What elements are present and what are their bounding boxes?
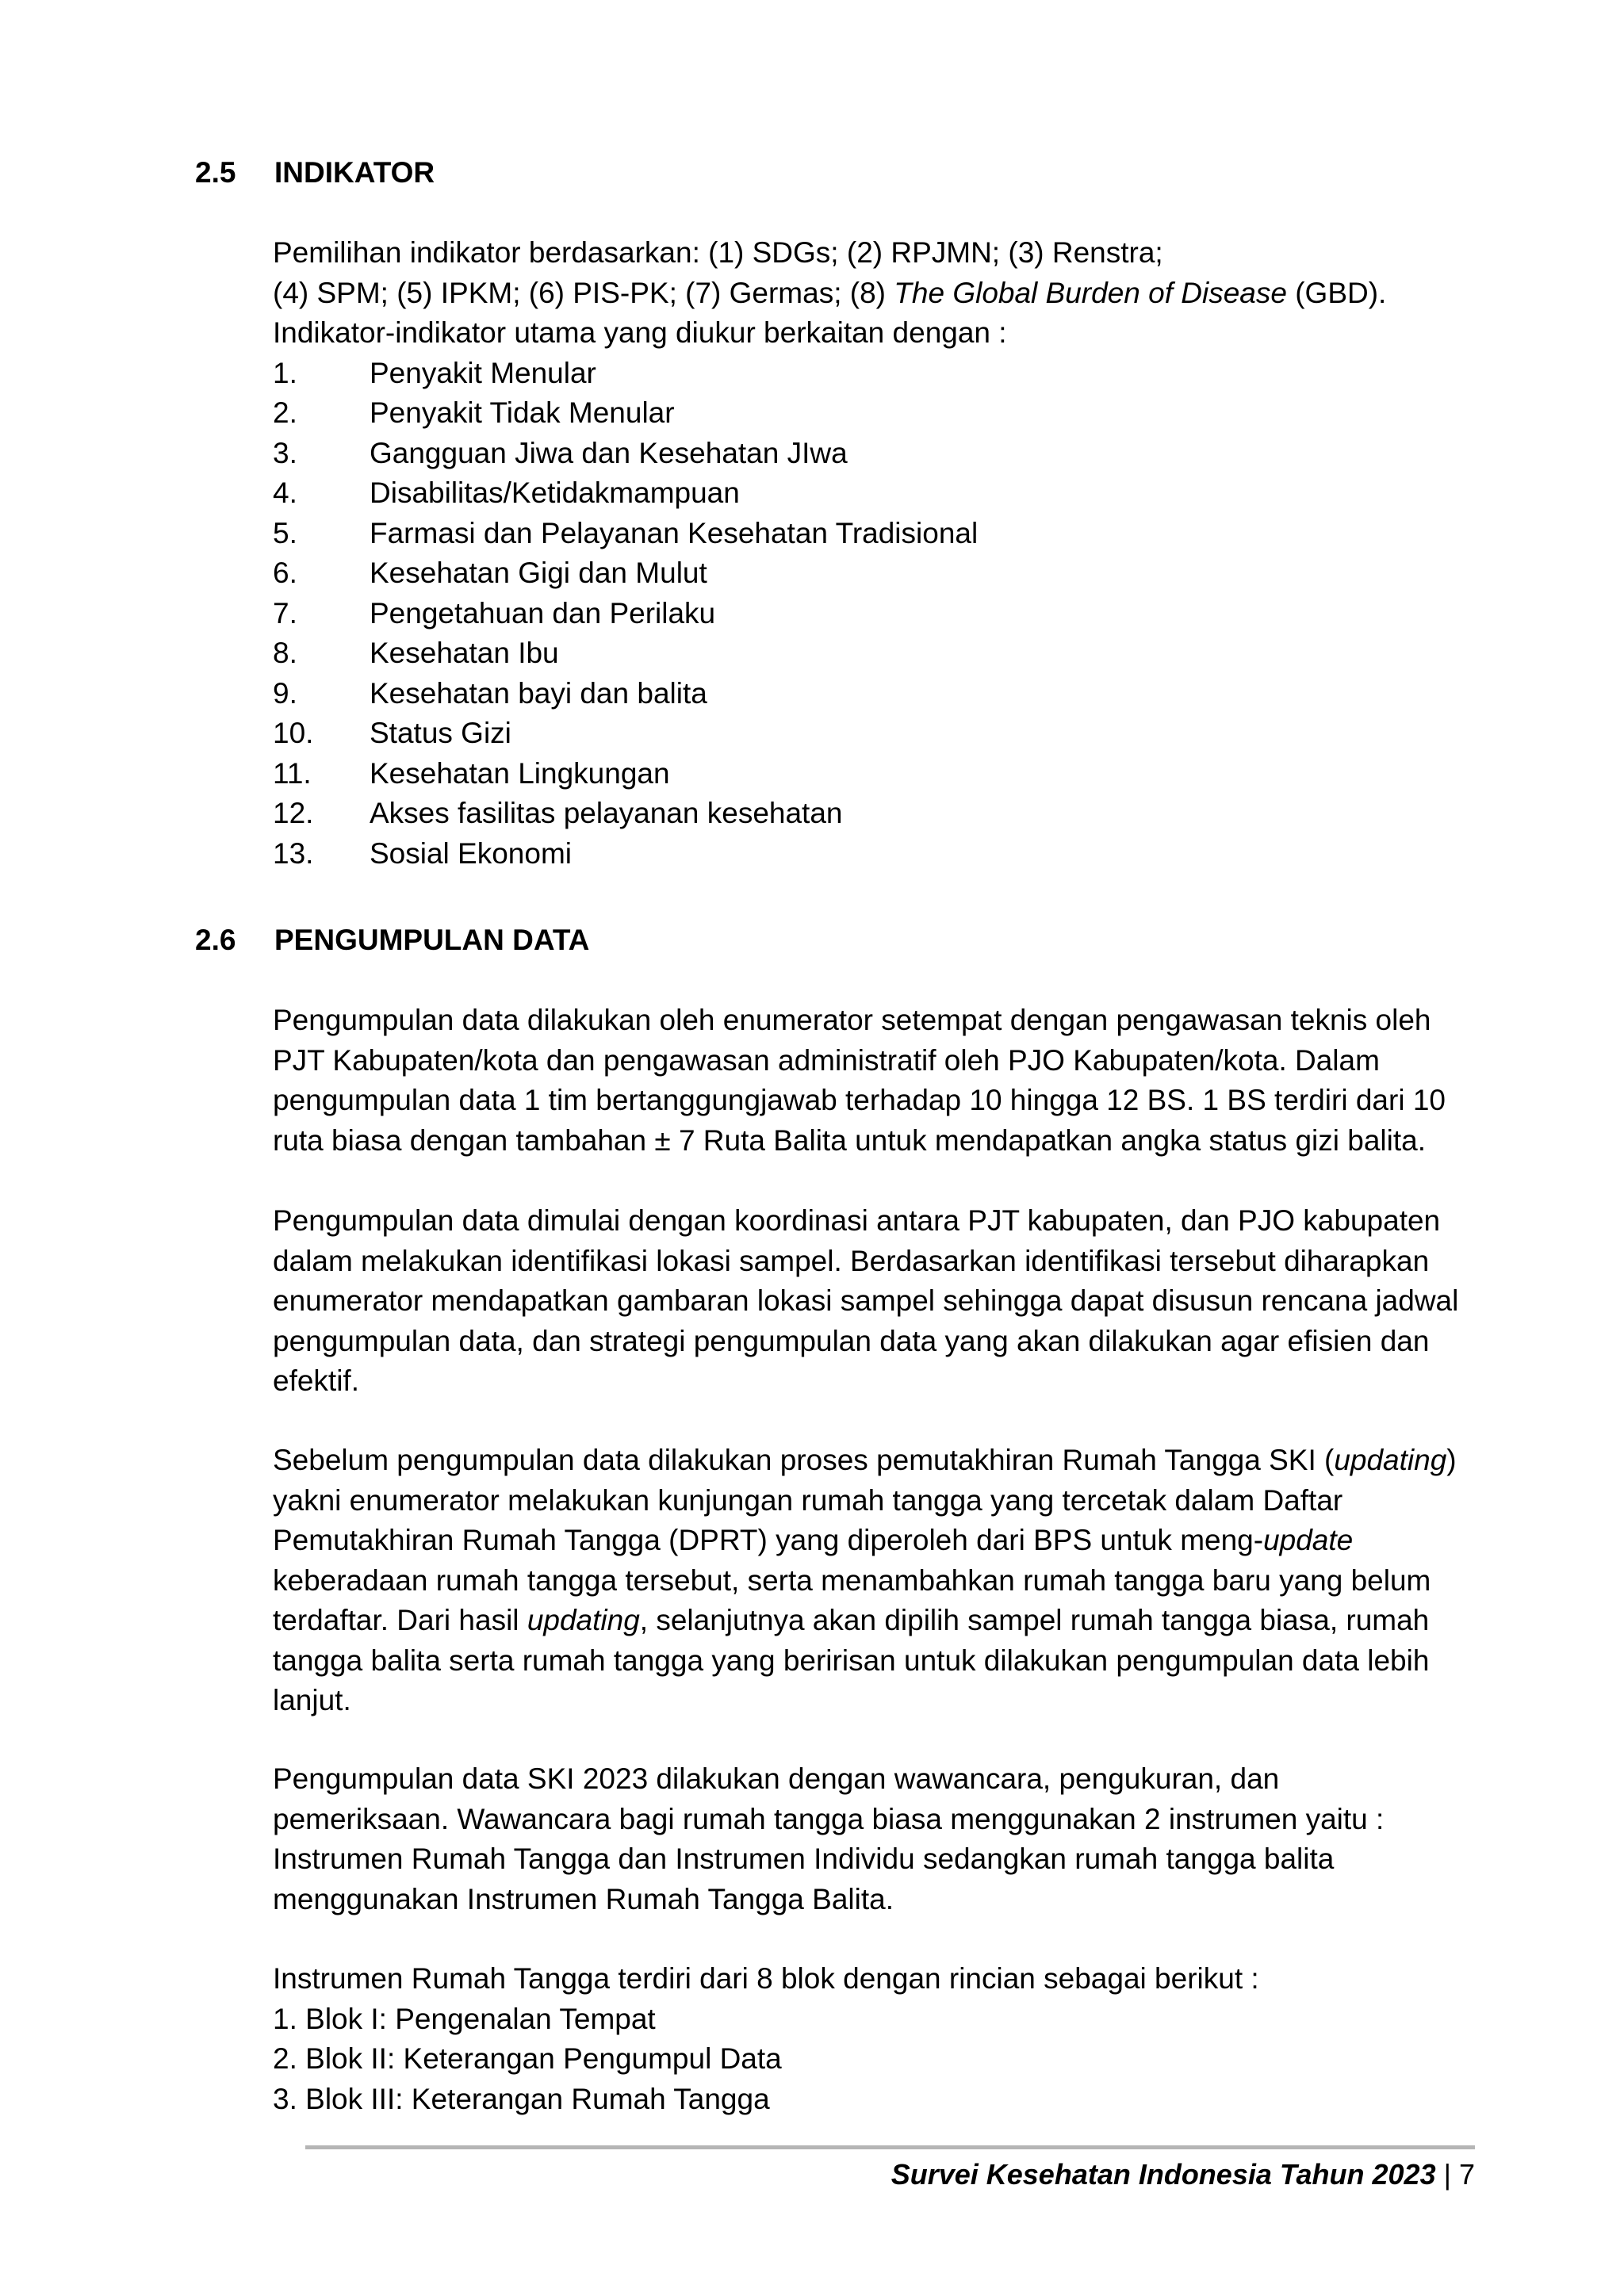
list-item: 3. Blok III: Keterangan Rumah Tangga — [273, 2082, 770, 2115]
item-text: Penyakit Menular — [370, 356, 596, 389]
paragraph-text: Sebelum pengumpulan data dilakukan proses pemutakhiran Rumah Tangga SKI ( — [273, 1444, 1335, 1476]
page-footer — [891, 2155, 1475, 2195]
paragraph-text: , selanjutnya akan dipilih sampel rumah tangga biasa, rumah — [639, 1604, 1430, 1636]
intro-paragraph — [273, 233, 1475, 354]
list-item — [273, 553, 1475, 594]
item-number: 6. — [273, 557, 297, 589]
intro-line — [273, 274, 1475, 314]
list-item — [273, 754, 1475, 794]
item-number: 7. — [273, 596, 297, 629]
paragraph-line: yakni enumerator melakukan kunjungan rumah tangga yang tercetak dalam Daftar — [273, 1483, 1343, 1517]
italic-term: update — [1263, 1524, 1354, 1556]
paragraph-line: ruta biasa dengan tambahan ± 7 Ruta Balita untuk mendapatkan angka status gizi balita. — [273, 1123, 1426, 1157]
item-text: Disabilitas/Ketidakmampuan — [370, 476, 740, 509]
paragraph-line — [273, 1441, 1475, 1481]
item-text: Akses fasilitas pelayanan kesehatan — [370, 797, 843, 829]
item-number: 1. — [273, 356, 297, 389]
item-number: 11. — [273, 756, 312, 790]
intro-line: Pemilihan indikator berdasarkan: (1) SDGs; (2) RPJMN; (3) Renstra; — [273, 236, 1163, 269]
item-text: Sosial Ekonomi — [370, 836, 573, 870]
item-number: 5. — [273, 516, 297, 549]
paragraph-line: efektif. — [273, 1364, 359, 1397]
item-text: Status Gizi — [370, 717, 511, 749]
paragraph-line: Pengumpulan data dilakukan oleh enumerator setempat dengan pengawasan teknis oleh — [273, 1004, 1431, 1036]
list-item — [273, 514, 1475, 554]
intro-italic-text: The Global Burden of Disease — [894, 276, 1287, 309]
item-number: 12. — [273, 797, 314, 829]
paragraph-line: Pengumpulan data SKI 2023 dilakukan dengan wawancara, pengukuran, dan — [273, 1762, 1280, 1795]
item-text: Penyakit Tidak Menular — [370, 396, 675, 429]
block-list — [273, 1999, 1475, 2120]
item-text: Kesehatan bayi dan balita — [370, 676, 707, 710]
italic-term: updating — [527, 1604, 640, 1636]
paragraph-text: ) — [1446, 1444, 1457, 1476]
item-text: Kesehatan Lingkungan — [370, 756, 670, 790]
section-2-5-body — [273, 233, 1475, 874]
paragraph-line — [273, 1521, 1475, 1561]
paragraph-line: pengumpulan data 1 tim bertanggungjawab terhadap 10 hingga 12 BS. 1 BS terdiri dari 10 — [273, 1084, 1446, 1116]
item-text: Kesehatan Ibu — [370, 637, 559, 669]
paragraph-4 — [273, 1759, 1475, 1919]
paragraph-line: Pengumpulan data dimulai dengan koordinasi antara PJT kabupaten, dan PJO kabupaten — [273, 1204, 1441, 1237]
paragraph-line: pengumpulan data, dan strategi pengumpulan data yang akan dilakukan agar efisien dan — [273, 1324, 1430, 1357]
paragraph-2 — [273, 1201, 1475, 1402]
paragraph-text: Pemutakhiran Rumah Tangga (DPRT) yang diperoleh dari BPS untuk meng- — [273, 1524, 1264, 1556]
footer-title: Survei Kesehatan Indonesia Tahun 2023 — [891, 2158, 1436, 2191]
paragraph-line: enumerator mendapatkan gambaran lokasi sampel sehingga dapat disusun rencana jadwal — [273, 1284, 1459, 1317]
list-item — [273, 633, 1475, 674]
section-title: PENGUMPULAN DATA — [274, 924, 590, 956]
paragraph-3 — [273, 1441, 1475, 1721]
paragraph-line: keberadaan rumah tangga tersebut, serta menambahkan rumah tangga baru yang belum — [273, 1563, 1431, 1597]
footer-divider — [305, 2145, 1475, 2149]
footer-separator: | — [1435, 2158, 1459, 2191]
paragraph-line — [273, 1601, 1475, 1641]
item-number: 8. — [273, 637, 297, 669]
paragraph-5 — [273, 1959, 1475, 2119]
section-heading-2-6 — [195, 921, 589, 959]
item-number: 9. — [273, 676, 297, 710]
section-title: INDIKATOR — [274, 156, 435, 189]
intro-text: (4) SPM; (5) IPKM; (6) PIS-PK; (7) Germas; (8) — [273, 276, 894, 309]
section-heading-2-5 — [195, 154, 435, 192]
list-item: 1. Blok I: Pengenalan Tempat — [273, 2002, 656, 2035]
paragraph-line: tangga balita serta rumah tangga yang beririsan untuk dilakukan pengumpulan data lebih — [273, 1644, 1430, 1677]
list-item — [273, 354, 1475, 394]
paragraph-line: lanjut. — [273, 1684, 351, 1716]
item-number: 3. — [273, 436, 297, 469]
paragraph-line: pemeriksaan. Wawancara bagi rumah tangga biasa menggunakan 2 instrumen yaitu : — [273, 1802, 1385, 1835]
list-item — [273, 434, 1475, 474]
paragraph-line: menggunakan Instrumen Rumah Tangga Balita. — [273, 1882, 894, 1915]
list-item — [273, 714, 1475, 754]
paragraph-text: terdaftar. Dari hasil — [273, 1604, 527, 1636]
list-item — [273, 393, 1475, 434]
list-item — [273, 794, 1475, 834]
paragraph-1 — [273, 1001, 1475, 1161]
paragraph-line: Instrumen Rumah Tangga terdiri dari 8 blok dengan rincian sebagai berikut : — [273, 1962, 1259, 1995]
indicator-list — [273, 354, 1475, 874]
paragraph-line: dalam melakukan identifikasi lokasi sampel. Berdasarkan identifikasi tersebut diharapkan — [273, 1244, 1430, 1277]
item-number: 10. — [273, 717, 314, 749]
item-text: Pengetahuan dan Perilaku — [370, 596, 716, 629]
paragraph-line: Instrumen Rumah Tangga dan Instrumen Individu sedangkan rumah tangga balita — [273, 1843, 1335, 1875]
list-item — [273, 674, 1475, 714]
item-text: Kesehatan Gigi dan Mulut — [370, 557, 707, 589]
italic-term: updating — [1334, 1444, 1447, 1476]
list-item — [273, 473, 1475, 514]
item-number: 2. — [273, 396, 297, 429]
item-text: Gangguan Jiwa dan Kesehatan JIwa — [370, 436, 848, 469]
intro-line: Indikator-indikator utama yang diukur berkaitan dengan : — [273, 316, 1007, 349]
item-number: 4. — [273, 476, 297, 509]
paragraph-line: PJT Kabupaten/kota dan pengawasan administratif oleh PJO Kabupaten/kota. Dalam — [273, 1043, 1380, 1077]
section-number: 2.5 — [195, 156, 236, 189]
section-number: 2.6 — [195, 924, 236, 956]
intro-text: (GBD). — [1286, 276, 1387, 309]
item-number: 13. — [273, 836, 314, 870]
list-item — [273, 834, 1475, 874]
list-item: 2. Blok II: Keterangan Pengumpul Data — [273, 2042, 782, 2075]
item-text: Farmasi dan Pelayanan Kesehatan Tradisional — [370, 516, 979, 549]
list-item — [273, 594, 1475, 634]
page-number: 7 — [1458, 2158, 1475, 2191]
